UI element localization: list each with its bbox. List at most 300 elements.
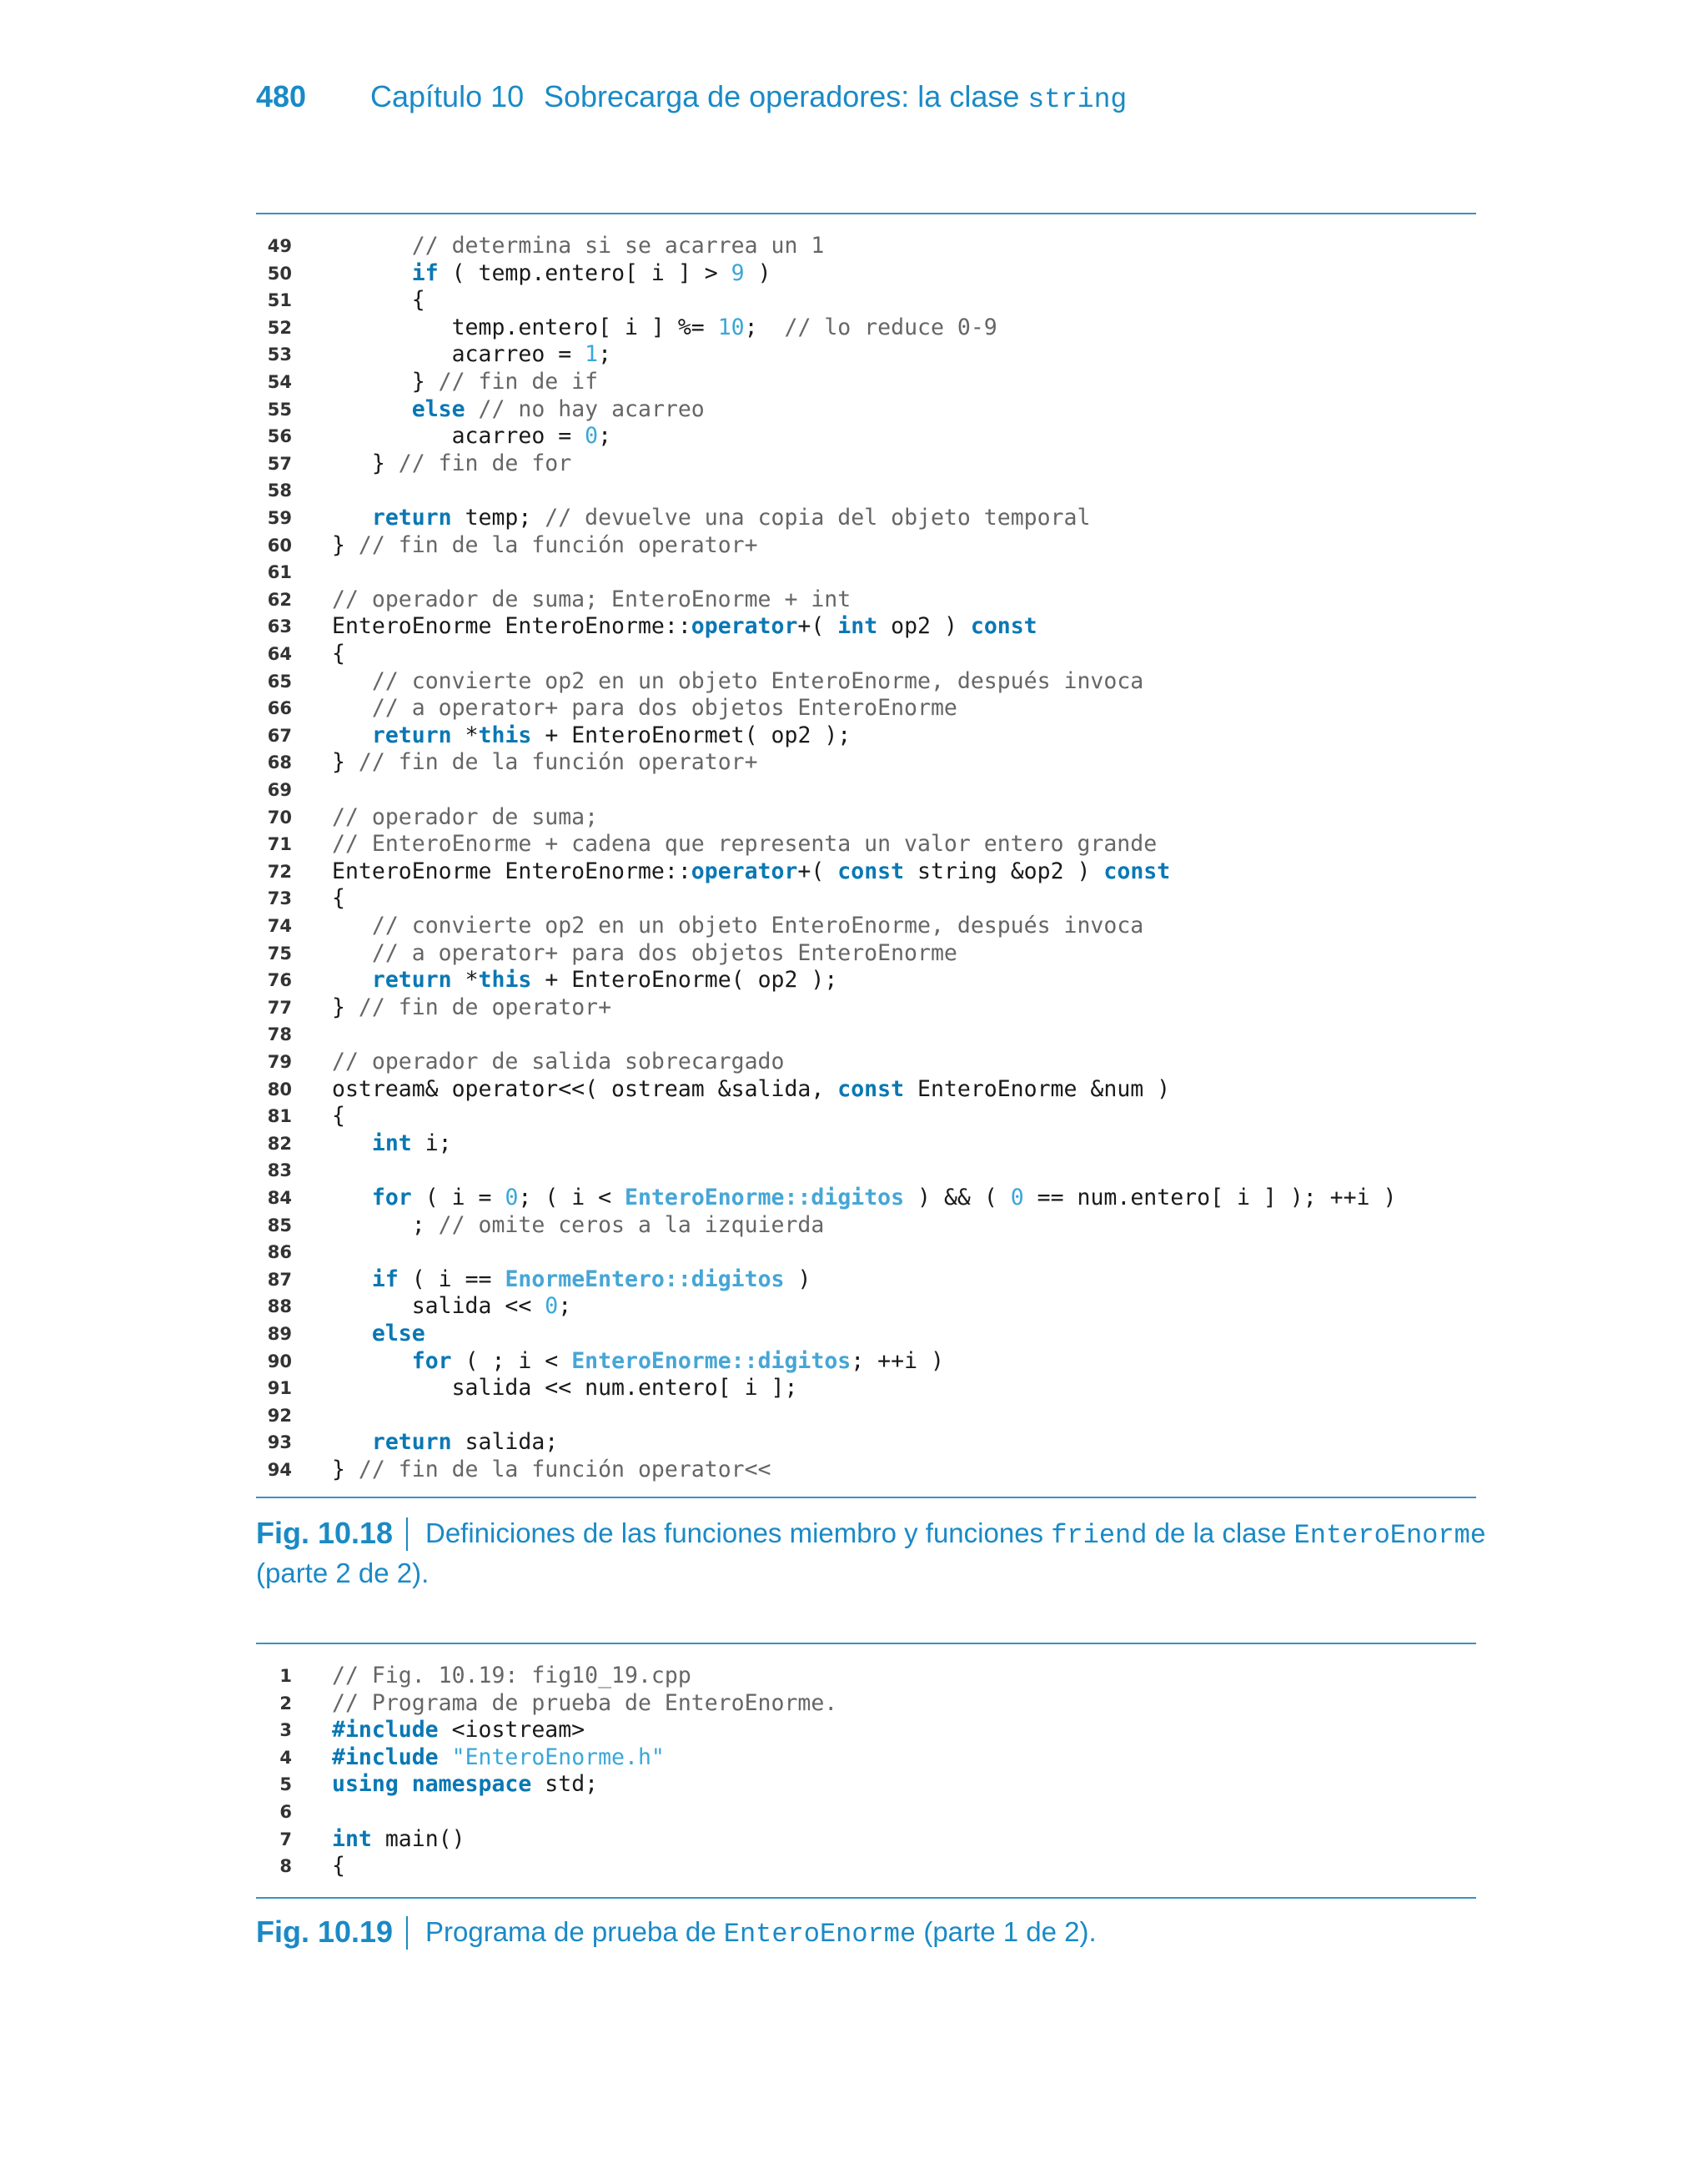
line-number: 75 (267, 943, 292, 964)
code-text (332, 423, 611, 450)
code-token: EnormeEntero::digitos (505, 1266, 785, 1292)
code-token (332, 260, 412, 286)
line-number: 68 (267, 752, 292, 773)
code-token: int (371, 1130, 412, 1156)
line-number: 91 (267, 1378, 292, 1399)
line-number: 88 (267, 1296, 292, 1317)
line-number: 65 (267, 671, 292, 692)
code-token: { (332, 1103, 345, 1130)
chapter-label: Capítulo 10 (370, 79, 525, 113)
code-token: ( i = (411, 1185, 505, 1210)
code-text (332, 369, 598, 395)
code-line (256, 749, 1476, 776)
code-token: int (332, 1825, 372, 1852)
code-token: <iostream> (438, 1717, 585, 1744)
code-token: 0 (505, 1185, 519, 1210)
code-text (332, 722, 851, 749)
code-token: // lo reduce 0-9 (784, 314, 997, 340)
code-text (332, 505, 1090, 531)
code-line (256, 1293, 1476, 1320)
code-token: // EnteroEnorme + cadena que representa un valor entero grande (332, 831, 1158, 858)
code-token: // fin de la función operator<< (358, 1457, 771, 1482)
listing-top-rule (256, 1643, 1476, 1644)
code-text (332, 804, 598, 831)
code-token: ; (332, 1211, 439, 1238)
code-token: // determina si se acarrea un 1 (411, 233, 825, 259)
line-number: 6 (279, 1802, 292, 1822)
code-token (332, 396, 412, 422)
line-number: 84 (267, 1188, 292, 1208)
listing-bottom-rule (256, 1897, 1476, 1899)
caption-text-a: Definiciones de las funciones miembro y funciones (425, 1517, 1052, 1548)
code-line (256, 777, 1476, 803)
caption-line-2: (parte 2 de 2). (256, 1558, 430, 1588)
code-text (332, 1130, 452, 1157)
code-line (256, 1157, 1476, 1184)
code-token: const (970, 613, 1037, 640)
code-text (332, 1212, 824, 1239)
code-token: EnteroEnorme EnteroEnorme:: (332, 858, 691, 884)
code-token: for (371, 1185, 412, 1210)
code-token: // Programa de prueba de EnteroEnorme. (332, 1689, 838, 1716)
code-token: if (411, 259, 439, 286)
line-number: 55 (267, 399, 292, 420)
code-line (256, 1348, 1476, 1375)
line-number: 4 (279, 1747, 292, 1768)
code-line (256, 315, 1476, 341)
code-text (332, 260, 771, 287)
code-token: EnteroEnorme::digitos (571, 1347, 851, 1374)
code-token: { (332, 641, 345, 667)
code-text (332, 1429, 558, 1456)
code-text (332, 1185, 1396, 1211)
code-token: ) (744, 259, 771, 286)
code-token: // fin de la función operator+ (358, 749, 758, 776)
code-line (256, 1457, 1476, 1483)
code-line (256, 913, 1476, 939)
code-line (256, 967, 1476, 994)
line-number: 50 (267, 263, 292, 284)
code-line (256, 1744, 1476, 1771)
line-number: 49 (267, 236, 292, 256)
code-line (256, 1130, 1476, 1157)
code-token (332, 967, 372, 993)
code-line (256, 1321, 1476, 1347)
code-token: ; (598, 423, 612, 450)
code-line (256, 940, 1476, 967)
code-token: ostream& operator<<( ostream &salida, (332, 1075, 838, 1102)
figure-caption-10-19 (256, 1913, 1476, 1955)
code-token: this (478, 722, 532, 748)
line-number: 56 (267, 426, 292, 447)
code-line (256, 1771, 1476, 1798)
code-text (332, 586, 851, 613)
code-line (256, 505, 1476, 531)
code-line (256, 532, 1476, 559)
code-text (332, 341, 611, 368)
code-line (256, 1799, 1476, 1825)
code-text (332, 967, 837, 994)
code-token: } (332, 450, 399, 476)
code-token (332, 1348, 412, 1374)
code-text (332, 940, 957, 967)
code-token: 0 (585, 423, 599, 450)
code-line (256, 477, 1476, 504)
code-token: string &op2 ) (904, 858, 1104, 884)
listing-top-rule (256, 213, 1476, 214)
code-line (256, 695, 1476, 722)
code-token: ; (598, 341, 612, 368)
line-number: 69 (267, 780, 292, 800)
code-line (256, 1402, 1476, 1429)
chapter-title (544, 79, 1127, 115)
code-token: ) && ( (904, 1185, 1011, 1210)
code-token: return (371, 505, 452, 531)
code-token: 1 (585, 341, 599, 368)
code-line (256, 613, 1476, 640)
code-token: 0 (545, 1293, 559, 1320)
code-token: // fin de if (438, 369, 599, 395)
code-token (332, 1185, 372, 1210)
chapter-title-text: Sobrecarga de operadores: la clase (544, 79, 1028, 113)
code-token: ( i == (398, 1266, 505, 1292)
code-line (256, 1049, 1476, 1075)
code-token (332, 668, 372, 694)
code-text (332, 1744, 665, 1771)
line-number: 53 (267, 345, 292, 365)
code-line (256, 1826, 1476, 1853)
code-token: // omite ceros a la izquierda (438, 1211, 825, 1238)
code-token: #include (332, 1717, 439, 1744)
line-number: 62 (267, 589, 292, 610)
code-token: } (332, 369, 439, 395)
caption-code-b: EnteroEnorme (1294, 1520, 1486, 1551)
code-token: int (837, 613, 878, 640)
code-text (332, 695, 957, 722)
line-number: 3 (279, 1720, 292, 1741)
code-token: acarreo = (332, 341, 585, 368)
code-token: temp; (451, 505, 545, 531)
code-line (256, 586, 1476, 613)
code-token: this (478, 967, 532, 994)
code-token (465, 396, 479, 422)
code-text (332, 1076, 1170, 1103)
caption-text-b: (parte 1 de 2). (916, 1916, 1097, 1947)
figure-label: Fig. 10.18 (256, 1516, 394, 1550)
line-number: 85 (267, 1215, 292, 1235)
line-number: 74 (267, 916, 292, 936)
code-token: EnteroEnorme::digitos (625, 1185, 905, 1210)
code-token: if (371, 1266, 399, 1292)
code-token: i; (411, 1130, 452, 1156)
code-token: +( (797, 858, 838, 884)
code-token: acarreo = (332, 423, 585, 450)
code-line (256, 260, 1476, 287)
code-line (256, 1239, 1476, 1266)
code-line (256, 831, 1476, 858)
line-number: 73 (267, 888, 292, 909)
code-line (256, 641, 1476, 667)
code-token: ( ; i < (451, 1347, 572, 1374)
code-token: // operador de salida sobrecargado (332, 1049, 785, 1074)
code-token: return (371, 722, 452, 748)
line-number: 63 (267, 616, 292, 637)
code-token: + EnteroEnorme( op2 ); (531, 967, 838, 994)
code-token (332, 940, 372, 966)
code-text (332, 613, 1037, 640)
line-number: 87 (267, 1269, 292, 1290)
code-line (256, 423, 1476, 450)
code-text (332, 1457, 771, 1483)
code-line (256, 994, 1476, 1021)
code-line (256, 1429, 1476, 1456)
line-number: 86 (267, 1242, 292, 1263)
code-token: return (371, 1429, 452, 1456)
code-token: EnteroEnorme &num ) (904, 1075, 1171, 1102)
code-text (332, 641, 345, 667)
code-token: 0 (1010, 1185, 1024, 1210)
line-number: 64 (267, 644, 292, 664)
caption-separator (406, 1517, 408, 1551)
caption-text-b: de la clase (1147, 1517, 1294, 1548)
code-line (256, 1212, 1476, 1239)
code-token: // Fig. 10.19: fig10_19.cpp (332, 1663, 691, 1688)
code-token: using namespace (332, 1771, 532, 1798)
code-token: temp.entero[ i ] %= (332, 314, 718, 340)
line-number: 54 (267, 372, 292, 392)
code-token: 9 (731, 259, 745, 286)
line-number: 82 (267, 1133, 292, 1154)
code-token: // a operator+ para dos objetos EnteroEnorme (371, 695, 957, 722)
line-number: 90 (267, 1351, 292, 1371)
listing-bottom-rule (256, 1497, 1476, 1498)
code-token: const (837, 858, 905, 884)
line-number: 51 (267, 290, 292, 311)
code-line (256, 450, 1476, 477)
code-token (332, 1321, 372, 1346)
code-line (256, 885, 1476, 912)
code-token: op2 ) (877, 613, 971, 640)
code-token: ; (558, 1293, 572, 1320)
code-line (256, 1103, 1476, 1130)
code-text (332, 1375, 797, 1402)
code-token: salida; (451, 1429, 559, 1456)
code-line (256, 369, 1476, 395)
code-line (256, 559, 1476, 586)
code-token: operator (691, 613, 798, 640)
code-token: main() (371, 1825, 465, 1852)
code-text (332, 1663, 691, 1689)
line-number: 67 (267, 725, 292, 746)
code-text (332, 396, 705, 423)
caption-code-a: friend (1051, 1520, 1148, 1551)
code-token: } (332, 749, 359, 776)
code-token: const (1103, 858, 1171, 884)
code-text (332, 668, 1143, 695)
code-token (332, 1266, 372, 1292)
code-token: for (411, 1347, 452, 1374)
code-token: std; (531, 1771, 599, 1798)
line-number: 8 (279, 1856, 292, 1877)
line-number: 89 (267, 1324, 292, 1344)
caption-text (425, 1916, 1097, 1950)
code-token: ; ( i < (518, 1185, 625, 1210)
line-number: 7 (279, 1829, 292, 1849)
code-text (332, 1690, 837, 1717)
code-text (332, 1771, 598, 1798)
code-line (256, 1375, 1476, 1402)
code-token: { (332, 287, 425, 314)
code-token (332, 913, 372, 939)
code-text (332, 913, 1143, 939)
code-text (332, 831, 1157, 858)
code-token: "EnteroEnorme.h" (451, 1744, 665, 1770)
code-line (256, 1185, 1476, 1211)
code-text (332, 1853, 345, 1880)
code-token (332, 722, 372, 748)
code-text (332, 1348, 944, 1375)
code-token: { (332, 885, 345, 912)
code-token: operator (691, 858, 798, 884)
code-token: // no hay acarreo (478, 395, 705, 422)
line-number: 79 (267, 1052, 292, 1072)
code-token: * (451, 967, 479, 994)
code-text (332, 233, 824, 259)
code-token: const (837, 1075, 905, 1102)
code-line (256, 341, 1476, 368)
code-text (332, 994, 611, 1021)
code-token (332, 505, 372, 531)
code-line (256, 233, 1476, 259)
line-number: 59 (267, 508, 292, 528)
line-number: 72 (267, 861, 292, 882)
chapter-title-code: string (1027, 84, 1128, 115)
code-line (256, 804, 1476, 831)
caption-text (425, 1517, 1486, 1551)
line-number: 61 (267, 562, 292, 583)
code-text (332, 885, 345, 912)
line-number: 60 (267, 535, 292, 556)
code-line (256, 287, 1476, 314)
code-line (256, 1076, 1476, 1103)
line-number: 71 (267, 834, 292, 855)
code-token: else (371, 1321, 425, 1346)
line-number: 83 (267, 1160, 292, 1181)
code-token: return (371, 967, 452, 994)
line-number: 52 (267, 317, 292, 338)
code-line (256, 668, 1476, 695)
line-number: 81 (267, 1106, 292, 1127)
code-token: // fin de la función operator+ (358, 531, 758, 558)
line-number: 80 (267, 1079, 292, 1100)
code-text (332, 287, 425, 314)
code-line (256, 1717, 1476, 1744)
code-text (332, 1826, 465, 1853)
code-line (256, 1266, 1476, 1293)
line-number: 58 (267, 481, 292, 501)
code-token: // a operator+ para dos objetos EnteroEnorme (371, 939, 957, 966)
line-number: 1 (279, 1666, 292, 1686)
code-text (332, 315, 997, 341)
code-line (256, 1021, 1476, 1048)
figure-label: Fig. 10.19 (256, 1915, 394, 1949)
code-text (332, 1321, 425, 1347)
caption-code-a: EnteroEnorme (723, 1919, 917, 1950)
code-token (332, 233, 412, 259)
code-token: // fin de for (398, 450, 572, 476)
code-text (332, 1717, 585, 1744)
line-number: 66 (267, 698, 292, 719)
figure-caption-10-18 (256, 1514, 1486, 1598)
page-number: 480 (256, 79, 307, 113)
code-token: // convierte op2 en un objeto EnteroEnorme, después invoca (371, 667, 1144, 694)
code-text (332, 1049, 784, 1075)
code-line (256, 1853, 1476, 1880)
line-number: 93 (267, 1432, 292, 1453)
code-text (332, 749, 758, 776)
code-token: ; ++i ) (851, 1347, 944, 1374)
code-token: ) (784, 1266, 811, 1292)
code-token: #include (332, 1744, 439, 1770)
code-text (332, 532, 758, 559)
code-token: 10 (717, 314, 745, 340)
code-token: // fin de operator+ (358, 994, 612, 1020)
line-number: 78 (267, 1024, 292, 1045)
code-token: // devuelve una copia del objeto temporal (545, 505, 1091, 531)
code-text (332, 1293, 571, 1320)
code-token: // operador de suma; EnteroEnorme + int (332, 586, 851, 612)
line-number: 92 (267, 1405, 292, 1426)
code-token: + EnteroEnormet( op2 ); (531, 722, 851, 748)
code-token (332, 695, 372, 721)
code-token: EnteroEnorme EnteroEnorme:: (332, 613, 691, 640)
line-number: 94 (267, 1460, 292, 1480)
code-token: ( temp.entero[ i ] > (438, 259, 731, 286)
code-line (256, 858, 1476, 885)
code-text (332, 450, 571, 477)
line-number: 5 (279, 1774, 292, 1795)
code-token: ; (744, 314, 785, 340)
code-token: { (332, 1853, 345, 1880)
code-text (332, 1266, 811, 1293)
code-text (332, 1103, 345, 1130)
code-token: salida << num.entero[ i ]; (332, 1375, 798, 1402)
code-token (439, 1744, 452, 1770)
caption-separator (406, 1916, 408, 1950)
line-number: 57 (267, 453, 292, 474)
line-number: 70 (267, 807, 292, 828)
code-token: } (332, 1457, 359, 1482)
code-token (332, 1130, 372, 1156)
code-token: } (332, 994, 359, 1020)
code-line (256, 1690, 1476, 1717)
code-token: // convierte op2 en un objeto EnteroEnorme, después invoca (371, 913, 1144, 939)
line-number: 77 (267, 997, 292, 1018)
code-token: salida << (332, 1293, 545, 1320)
line-number: 2 (279, 1693, 292, 1714)
code-token: else (411, 395, 465, 422)
code-token: +( (797, 613, 838, 640)
code-token: == num.entero[ i ] ); ++i ) (1023, 1185, 1397, 1210)
line-number: 76 (267, 970, 292, 991)
code-token: // operador de suma; (332, 803, 599, 830)
code-token (332, 1429, 372, 1455)
code-line (256, 1663, 1476, 1689)
code-token: * (451, 722, 479, 748)
code-line (256, 396, 1476, 423)
code-text (332, 858, 1170, 885)
code-line (256, 722, 1476, 749)
